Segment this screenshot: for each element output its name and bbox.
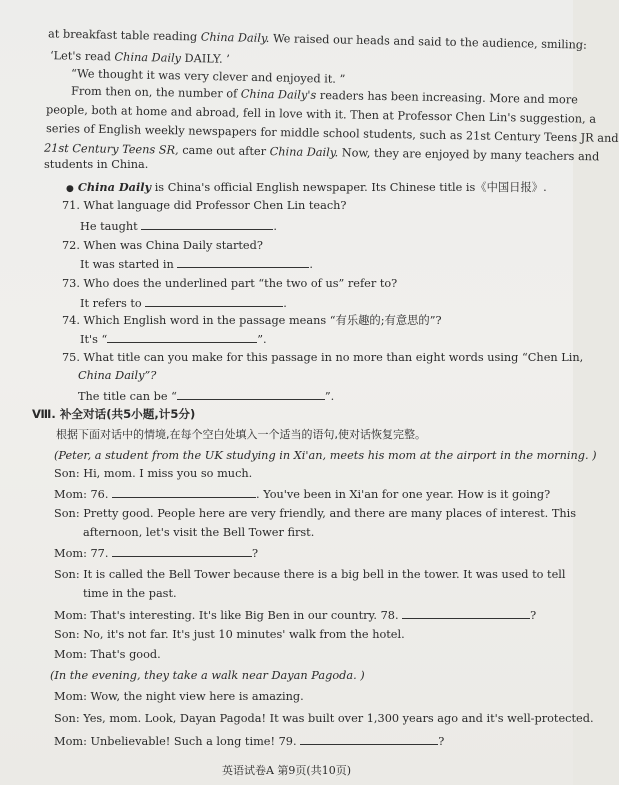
dialogue-context: (Peter, a student from the UK studying in Xi'an, meets his mom at the airport in the morning. ) [54, 449, 597, 462]
speaker-label: Son: [54, 712, 80, 725]
passage-line-2 [50, 49, 230, 67]
dialogue-line-7 [54, 628, 405, 642]
text: 77. [90, 547, 109, 560]
text: ? [252, 547, 259, 560]
dialogue-line-6 [54, 608, 536, 623]
question-75: 75. What title can you make for this passage in no more than eight words using “Chen Lin, [62, 351, 584, 364]
question-72: 72. When was China Daily started? [62, 239, 263, 252]
text: No, it's not far. It's just 10 minutes' walk from the hotel. [83, 628, 405, 641]
text-italic: China Daily's [240, 87, 317, 102]
text: It refers to [80, 297, 142, 310]
text: We raised our heads and said to the audience, smiling: [272, 32, 587, 52]
dialogue-line-3 [54, 507, 576, 521]
text-italic: China Daily [114, 50, 182, 65]
dialogue-line-2 [54, 487, 550, 502]
text: Yes, mom. Look, Dayan Pagoda! It was built over 1,300 years ago and it's well-protected. [83, 712, 594, 725]
speaker-label: Son: [54, 507, 80, 520]
answer-blank-77[interactable] [112, 546, 252, 557]
dialogue-line-1 [54, 467, 252, 481]
bullet-icon: ● [66, 184, 74, 194]
passage-line-5: people, both at home and abroad, fell in love with it. Then at Professor Chen Lin's suggestion, a [45, 103, 597, 126]
speaker-label: Mom: [54, 735, 87, 748]
passage-line-3: “We thought it was very clever and enjoyed it. ” [70, 67, 346, 86]
text: . You've been in Xi'an for one year. How is it going? [256, 488, 551, 501]
dialogue-line-5b: time in the past. [83, 587, 177, 600]
speaker-label: Mom: [54, 648, 87, 661]
text: Hi, mom. I miss you so much. [83, 467, 253, 480]
passage-line-1 [48, 27, 587, 52]
answer-blank-78[interactable] [402, 608, 530, 619]
answer-blank-76[interactable] [112, 487, 256, 498]
answer-74: It's “ ”. [80, 333, 267, 346]
text: Unbelievable! Such a long time! 79. [90, 735, 297, 748]
dialogue-line-10 [54, 712, 594, 726]
text-italic: China Daily. [269, 145, 339, 160]
dialogue-context-evening: (In the evening, they take a walk near Dayan Pagoda. ) [50, 669, 365, 682]
speaker-label: Son: [54, 628, 80, 641]
text: is China's official English newspaper. Its Chinese title is《中国日报》. [154, 181, 547, 194]
text: ‘Let's read [49, 49, 112, 64]
text-italic: China Daily. [200, 30, 270, 45]
text: It is called the Bell Tower because there is a big bell in the tower. It was used to tell [83, 568, 566, 581]
speaker-label: Mom: [54, 690, 87, 703]
text: Pretty good. People here are very friendly, and there are many places of interest. This [83, 507, 577, 520]
dialogue-line-4 [54, 546, 258, 561]
text: ? [530, 609, 537, 622]
passage-note [66, 180, 547, 196]
text: He taught [80, 220, 138, 233]
answer-75: The title can be “ ”. [78, 390, 335, 403]
section-instruction: 根据下面对话中的情境,在每个空白处填入一个适当的语句,使对话恢复完整。 [56, 428, 426, 441]
answer-blank-73[interactable] [145, 296, 283, 307]
dialogue-line-3b: afternoon, let's visit the Bell Tower first. [83, 526, 315, 539]
answer-blank-71[interactable] [141, 219, 273, 230]
speaker-label: Son: [54, 467, 80, 480]
text: at breakfast table reading [47, 27, 198, 44]
speaker-label: Mom: [54, 488, 87, 501]
text: readers has been increasing. More and more [319, 88, 578, 107]
text: Now, they are enjoyed by many teachers and [341, 146, 600, 164]
text: 76. [90, 488, 109, 501]
answer-blank-79[interactable] [300, 734, 438, 745]
text: From then on, the number of [70, 84, 238, 101]
dialogue-line-11 [54, 734, 444, 749]
text: It was started in [80, 258, 174, 271]
text: ? [438, 735, 445, 748]
dialogue-line-8 [54, 648, 161, 662]
text: That's good. [90, 648, 161, 661]
passage-line-8: students in China. [44, 158, 149, 171]
question-73: 73. Who does the underlined part “the two of us” refer to? [62, 277, 398, 290]
passage-line-6: series of English weekly newspapers for middle school students, such as 21st Century Teens JR and [45, 122, 619, 145]
text: Wow, the night view here is amazing. [90, 690, 304, 703]
dialogue-line-5 [54, 568, 566, 582]
page-footer: 英语试卷A 第9页(共10页) [221, 764, 352, 777]
text: came out after [182, 143, 267, 159]
section-heading: Ⅷ. 补全对话(共5小题,计5分) [32, 407, 196, 421]
text: The title can be “ [78, 390, 177, 403]
text: It's “ [80, 333, 108, 346]
answer-73: It refers to . [80, 297, 287, 310]
answer-blank-72[interactable] [177, 257, 309, 268]
answer-71: He taught . [80, 220, 277, 233]
speaker-label: Mom: [54, 547, 87, 560]
answer-blank-74[interactable] [107, 332, 257, 343]
answer-blank-75[interactable] [177, 389, 325, 400]
question-71: 71. What language did Professor Chen Lin teach? [62, 199, 347, 212]
speaker-label: Son: [54, 568, 80, 581]
question-74: 74. Which English word in the passage means “有乐趣的;有意思的”? [62, 314, 442, 327]
dialogue-line-9 [54, 690, 304, 704]
question-75-cont: China Daily”? [78, 369, 157, 382]
text-italic: China Daily [77, 180, 152, 194]
answer-72: It was started in . [80, 258, 313, 271]
text: DAILY. ’ [184, 51, 230, 66]
speaker-label: Mom: [54, 609, 87, 622]
text-italic: 21st Century Teens SR, [43, 141, 179, 157]
text: That's interesting. It's like Big Ben in our country. 78. [90, 609, 399, 622]
